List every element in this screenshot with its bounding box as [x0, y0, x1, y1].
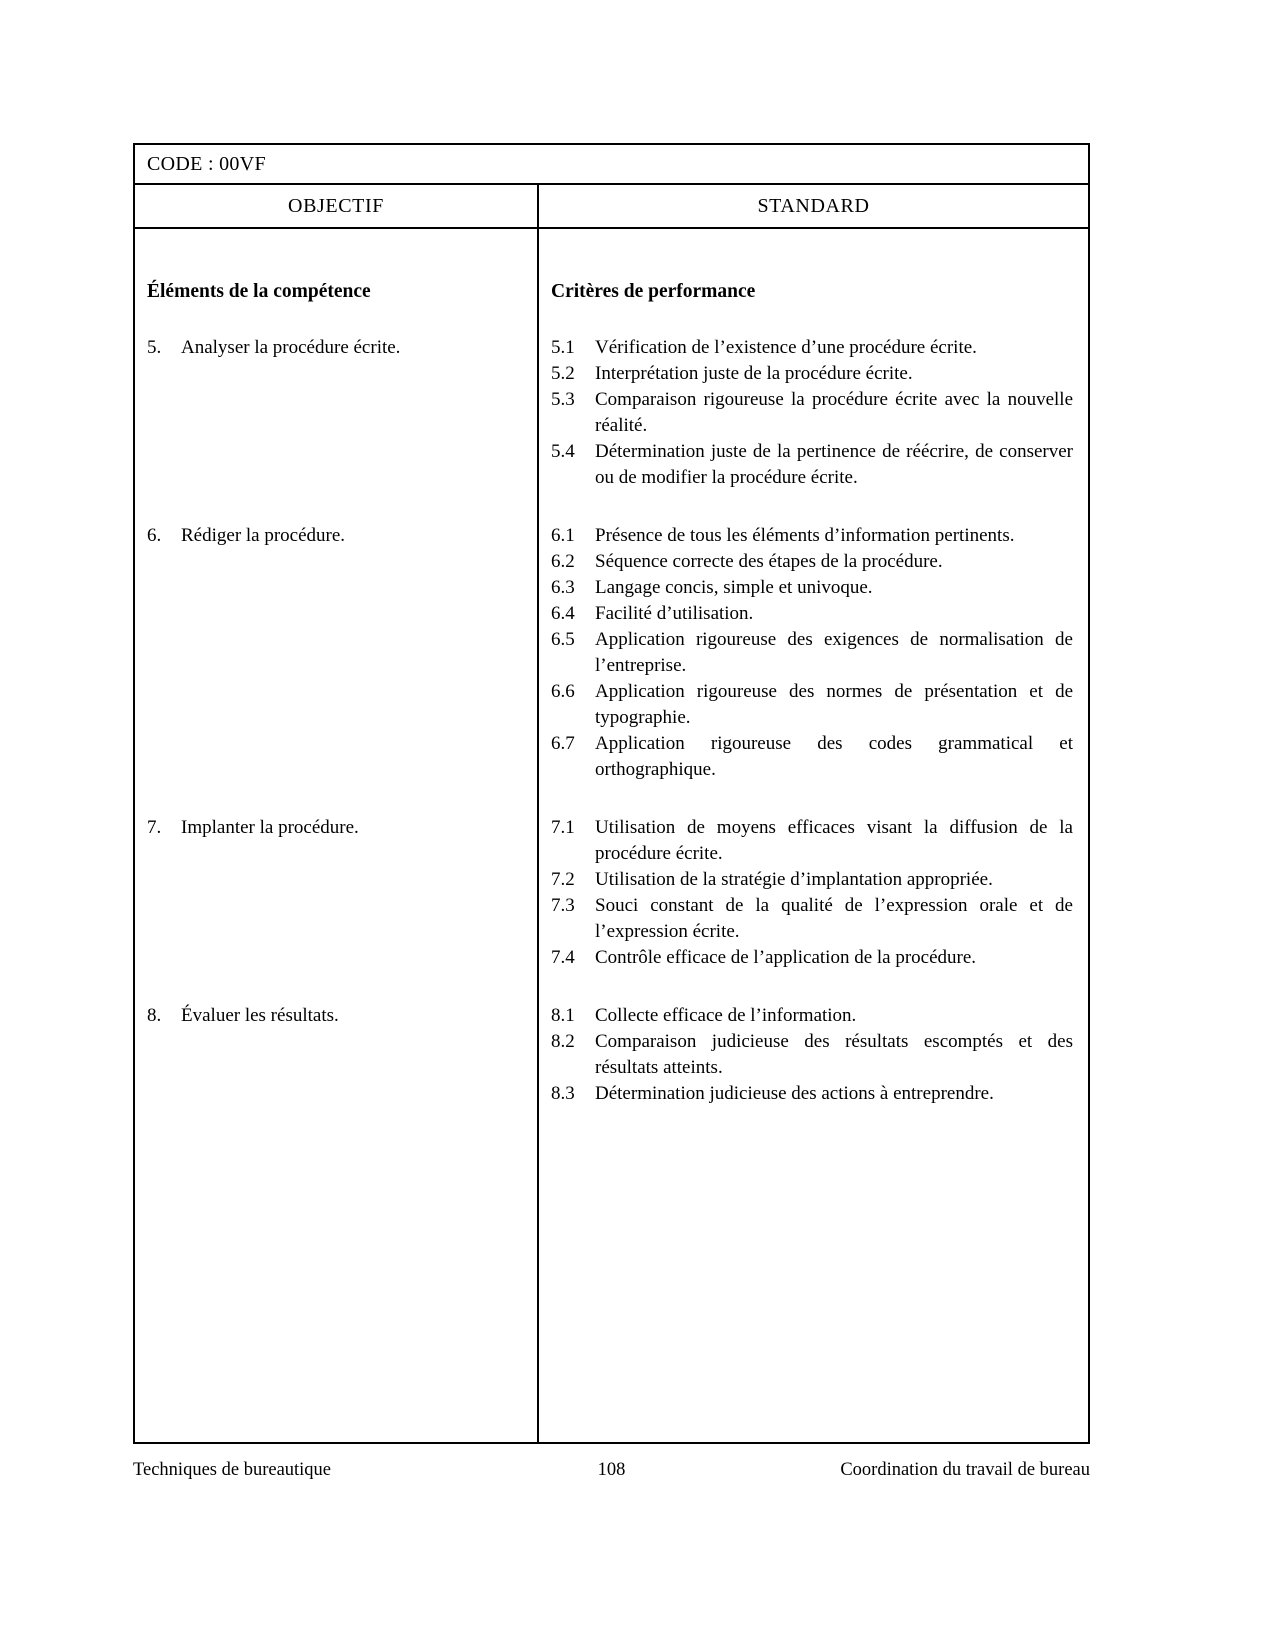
element-cell-7 — [135, 815, 539, 971]
criterion-number: 8.2 — [551, 1031, 575, 1052]
code-label: CODE : 00VF — [147, 153, 266, 175]
criterion — [551, 601, 1073, 627]
criterion — [551, 361, 1073, 387]
criterion-number: 7.4 — [551, 947, 575, 968]
criterion — [551, 815, 1073, 867]
criterion-number: 6.3 — [551, 577, 575, 598]
element-number: 6. — [147, 525, 162, 546]
criteria-cell-5 — [539, 335, 1088, 491]
criterion-text: Utilisation de la stratégie d’implantation appropriée. — [595, 869, 993, 890]
criterion-text: Présence de tous les éléments d’information pertinents. — [595, 525, 1015, 546]
criterion-number: 7.2 — [551, 869, 575, 890]
criterion-text: Vérification de l’existence d’une procédure écrite. — [595, 337, 977, 358]
criterion-text: Contrôle efficace de l’application de la procédure. — [595, 947, 977, 968]
criteria-cell-8 — [539, 1003, 1088, 1107]
criterion — [551, 387, 1073, 439]
criterion-number: 6.6 — [551, 681, 575, 702]
criterion-text: Détermination juste de la pertinence de réécrire, de conserver ou de modifier la procédure écrite. — [595, 441, 1073, 488]
criterion-text: Facilité d’utilisation. — [595, 603, 754, 624]
element-label: Analyser la procédure écrite. — [181, 337, 401, 358]
criterion-number: 7.3 — [551, 895, 575, 916]
criterion — [551, 731, 1073, 783]
criteres-heading: Critères de performance — [551, 281, 756, 302]
criterion-text: Utilisation de moyens efficaces visant la diffusion de la procédure écrite. — [595, 817, 1073, 864]
footer-section-title: Coordination du travail de bureau — [840, 1460, 1090, 1480]
standard-header: STANDARD — [757, 195, 870, 217]
criterion-text: Souci constant de la qualité de l’expression orale et de l’expression écrite. — [595, 895, 1073, 942]
criterion-text: Application rigoureuse des normes de présentation et de typographie. — [595, 681, 1073, 728]
element-label: Évaluer les résultats. — [181, 1005, 339, 1026]
criterion-text: Séquence correcte des étapes de la procédure. — [595, 551, 943, 572]
table-body — [135, 229, 1088, 1442]
page-footer — [133, 1460, 1090, 1481]
criterion-number: 5.1 — [551, 337, 575, 358]
criterion-text: Collecte efficace de l’information. — [595, 1005, 857, 1026]
element-number: 8. — [147, 1005, 162, 1026]
column-headers — [135, 185, 1088, 229]
criterion-number: 6.1 — [551, 525, 575, 546]
competency-table — [133, 143, 1090, 1444]
criterion — [551, 1029, 1073, 1081]
criterion — [551, 627, 1073, 679]
criteria-cell-7 — [539, 815, 1088, 971]
criterion — [551, 945, 1073, 971]
element-item — [147, 815, 515, 841]
element-label: Implanter la procédure. — [181, 817, 359, 838]
element-number: 5. — [147, 337, 162, 358]
element-item — [147, 1003, 515, 1029]
criterion — [551, 575, 1073, 601]
element-cell-6 — [135, 523, 539, 783]
criterion-number: 8.3 — [551, 1083, 575, 1104]
code-row — [135, 145, 1088, 185]
element-cell-8 — [135, 1003, 539, 1107]
criterion — [551, 439, 1073, 491]
criterion-number: 7.1 — [551, 817, 575, 838]
criterion — [551, 1081, 1073, 1107]
criterion — [551, 549, 1073, 575]
element-label: Rédiger la procédure. — [181, 525, 346, 546]
element-cell-5 — [135, 335, 539, 491]
elements-heading: Éléments de la compétence — [147, 281, 371, 302]
criterion-number: 5.2 — [551, 363, 575, 384]
criterion-text: Application rigoureuse des exigences de normalisation de l’entreprise. — [595, 629, 1073, 676]
criterion — [551, 523, 1073, 549]
criterion-text: Interprétation juste de la procédure écrite. — [595, 363, 913, 384]
criterion — [551, 335, 1073, 361]
criterion-number: 6.7 — [551, 733, 575, 754]
criterion-number: 6.4 — [551, 603, 575, 624]
criterion-text: Détermination judicieuse des actions à entreprendre. — [595, 1083, 994, 1104]
criterion-text: Langage concis, simple et univoque. — [595, 577, 873, 598]
footer-document-title: Techniques de bureautique — [133, 1460, 332, 1480]
element-item — [147, 335, 515, 361]
criterion-number: 5.4 — [551, 441, 575, 462]
criterion-text: Comparaison judicieuse des résultats escomptés et des résultats atteints. — [595, 1031, 1073, 1078]
criterion — [551, 867, 1073, 893]
criterion-number: 5.3 — [551, 389, 575, 410]
criterion-number: 6.5 — [551, 629, 575, 650]
criterion-text: Comparaison rigoureuse la procédure écrite avec la nouvelle réalité. — [595, 389, 1073, 436]
criterion-text: Application rigoureuse des codes grammatical et orthographique. — [595, 733, 1073, 780]
criterion — [551, 679, 1073, 731]
criterion — [551, 1003, 1073, 1029]
element-item — [147, 523, 515, 549]
footer-page-number: 108 — [597, 1460, 626, 1480]
criterion-number: 8.1 — [551, 1005, 575, 1026]
element-number: 7. — [147, 817, 162, 838]
objectif-header: OBJECTIF — [135, 185, 539, 227]
criterion — [551, 893, 1073, 945]
criterion-number: 6.2 — [551, 551, 575, 572]
criteria-cell-6 — [539, 523, 1088, 783]
